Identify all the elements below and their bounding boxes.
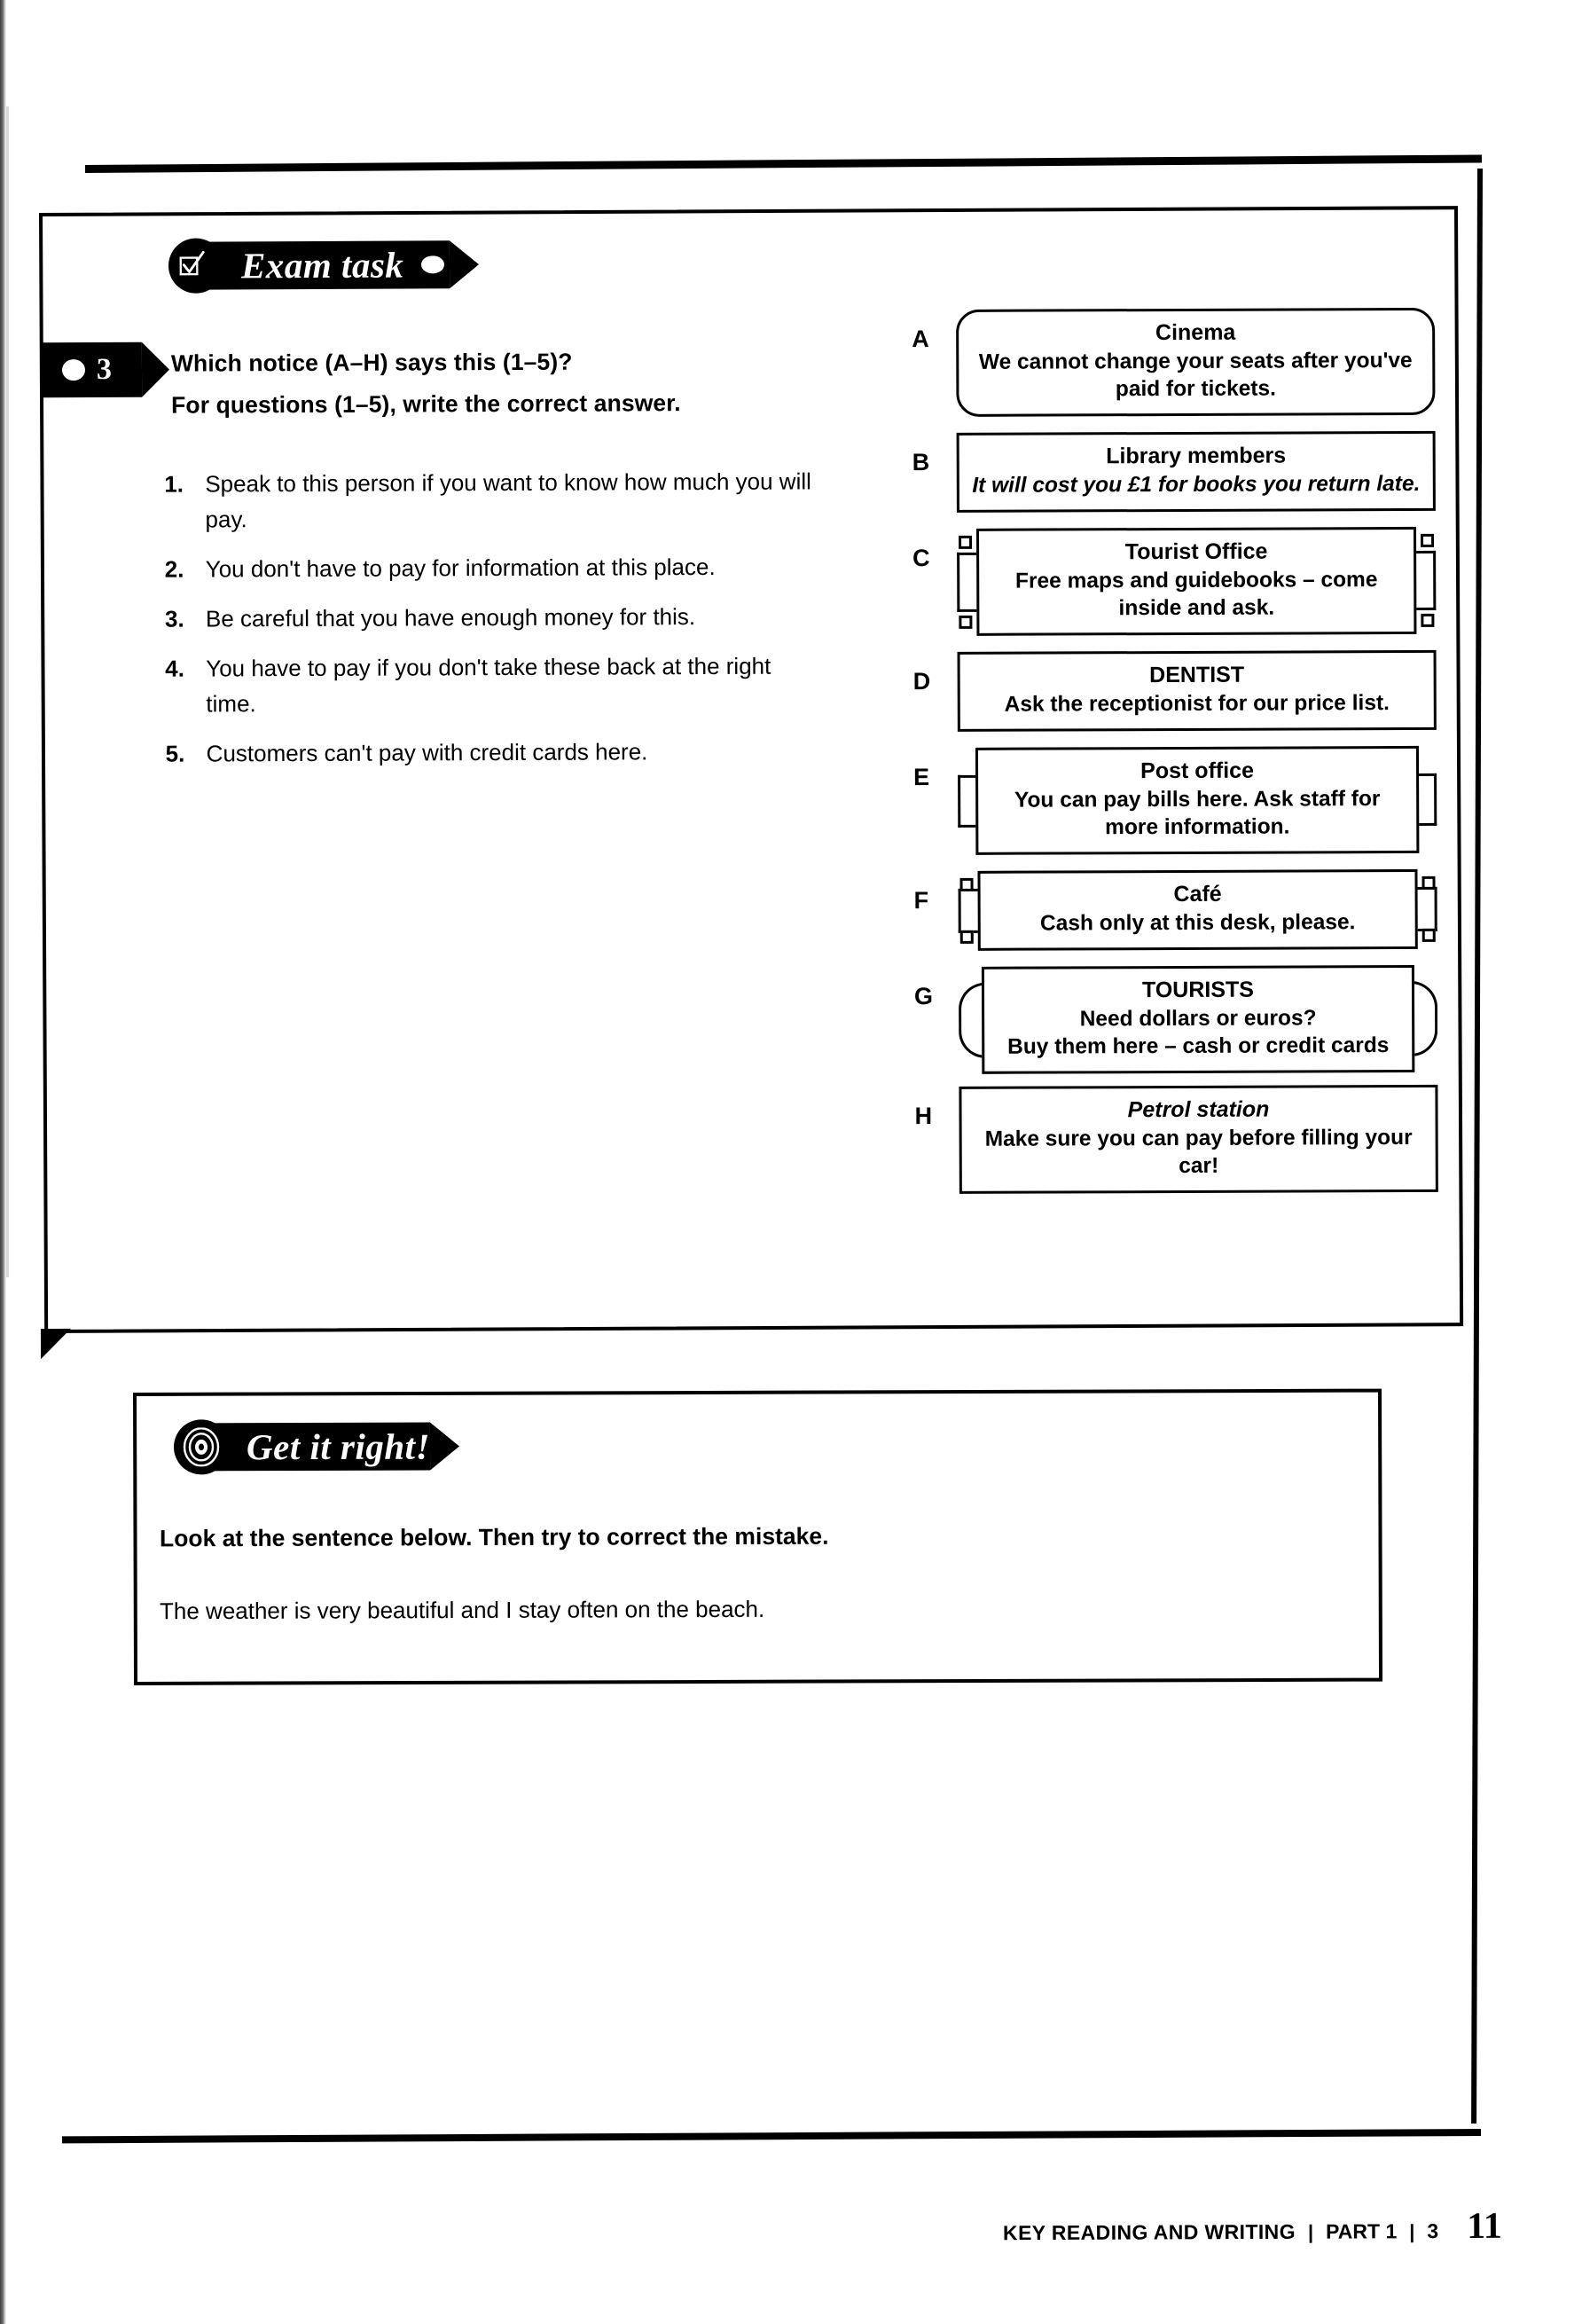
notice-title: Café [1173, 881, 1222, 907]
exam-task-instructions [171, 340, 845, 426]
exam-task-banner-title: Exam task [240, 244, 404, 287]
notice-letter-a: A [912, 326, 929, 353]
notice-item [903, 308, 1435, 417]
notice-screw-icon-tr [1421, 534, 1434, 547]
notice-title: Tourist Office [1124, 538, 1268, 565]
unit-number-flag [43, 342, 142, 398]
checkbox-tick-icon [168, 238, 223, 293]
notice-item [905, 1085, 1437, 1194]
get-it-right-banner [174, 1419, 430, 1475]
notice-item [904, 431, 1436, 513]
notice-item [905, 746, 1437, 855]
footer-separator-2: | [1409, 2220, 1415, 2243]
notice-title: Petrol station [1127, 1096, 1270, 1123]
instruction-line-2: For questions (1–5), write the correct answer. [171, 389, 681, 419]
spiral-target-icon [174, 1419, 229, 1474]
notice-title: TOURISTS [1141, 977, 1255, 1003]
notice-item [905, 869, 1437, 951]
question-item [166, 733, 840, 771]
notice-letter-h: H [914, 1103, 933, 1130]
notice-body: You can pay bills here. Ask staff for more information. [1014, 787, 1381, 840]
notice-title: Post office [1140, 758, 1254, 784]
notice-box-f [958, 869, 1437, 951]
question-number: 5. [165, 740, 185, 767]
spiral-target-icon-glyph [182, 1427, 221, 1466]
get-it-right-sentence: The weather is very beautiful and I stay often on the beach. [159, 1595, 765, 1625]
notice-body: Ask the receptionist for our price list. [1004, 691, 1390, 717]
notice-item [905, 965, 1437, 1074]
question-number: 3. [164, 605, 184, 632]
notice-screw-icon-br [1422, 929, 1436, 942]
get-it-right-instruction: Look at the sentence below. Then try to correct the mistake. [159, 1522, 829, 1552]
question-number: 4. [165, 655, 184, 682]
exam-task-corner-fold [41, 1329, 71, 1359]
notice-item [904, 527, 1436, 636]
notice-inner [982, 965, 1414, 1074]
question-item [165, 648, 839, 721]
unit-flag-dot-icon [62, 359, 85, 381]
exam-task-banner [168, 237, 450, 294]
notice-screw-icon-tl [960, 878, 974, 891]
notice-box-h [959, 1085, 1437, 1194]
notice-box-a [956, 308, 1435, 417]
footer-separator-1: | [1308, 2220, 1314, 2243]
notice-screw-icon-br [1421, 614, 1434, 627]
notice-title: DENTIST [1149, 662, 1245, 688]
question-item [165, 598, 839, 636]
notice-box-g [959, 965, 1437, 1074]
scan-edge-left [0, 0, 6, 2324]
get-it-right-banner-plate [209, 1423, 430, 1472]
notice-plaque-right [1411, 981, 1437, 1056]
notice-screw-icon-bl [960, 930, 974, 944]
notice-title: Cinema [1155, 319, 1236, 346]
unit-number-label: 3 [96, 352, 113, 386]
question-item [165, 548, 839, 586]
page-frame-top-rule [85, 154, 1482, 173]
scan-edge-shadow [6, 106, 9, 1277]
exam-task-notice-list [903, 308, 1438, 1210]
footer-part-label: PART 1 [1326, 2219, 1398, 2243]
notice-body: Free maps and guidebooks – come inside and ask. [1014, 568, 1378, 621]
notice-inner [977, 869, 1417, 951]
notice-letter-d: D [912, 668, 931, 695]
notice-box-c [957, 527, 1436, 636]
question-item [164, 463, 838, 537]
page-footer [1003, 2205, 1502, 2249]
question-text: You don't have to pay for information at this place. [205, 553, 716, 583]
notice-inner [975, 746, 1419, 855]
footer-page-number: 11 [1467, 2205, 1503, 2247]
notice-box-b [957, 431, 1436, 513]
question-text: Customers can't pay with credit cards here. [206, 738, 648, 767]
page-frame-right-rule [1471, 169, 1483, 2124]
notice-screw-icon-tr [1422, 876, 1436, 890]
notice-letter-e: E [913, 764, 930, 791]
question-number: 2. [164, 555, 184, 583]
exam-task-question-list [164, 463, 840, 785]
notice-box-d [958, 650, 1437, 732]
get-it-right-banner-title: Get it right! [246, 1425, 431, 1468]
notice-letter-b: B [912, 449, 930, 476]
notice-screw-icon-bl [959, 616, 972, 629]
notice-inner [976, 527, 1416, 636]
notice-item [905, 650, 1437, 732]
notice-body: Need dollars or euros? Buy them here – cash or credit cards [1007, 1006, 1390, 1059]
notice-letter-g: G [913, 983, 934, 1010]
question-number: 1. [164, 470, 184, 498]
notice-body: Cash only at this desk, please. [1039, 910, 1356, 936]
instruction-line-1: Which notice (A–H) says this (1–5)? [170, 348, 573, 377]
notice-body: We cannot change your seats after you've paid for tickets. [978, 348, 1413, 402]
question-text: You have to pay if you don't take these back at the right time. [206, 652, 771, 718]
question-text: Be careful that you have enough money for this. [205, 603, 696, 632]
exam-task-banner-plate [204, 240, 450, 289]
notice-letter-f: F [913, 887, 929, 915]
question-text: Speak to this person if you want to know how much you will pay. [205, 467, 811, 533]
page-frame-bottom-rule [62, 2129, 1481, 2143]
footer-unit-label: 3 [1427, 2219, 1439, 2243]
notice-title: Library members [1106, 443, 1287, 469]
notice-body: Make sure you can pay before filling your car! [984, 1125, 1413, 1178]
checkbox-tick-icon-glyph [179, 251, 206, 278]
notice-screw-icon-tl [959, 536, 972, 549]
notice-box-e [958, 746, 1437, 855]
footer-book-label: KEY READING AND WRITING [1003, 2219, 1296, 2245]
notice-letter-c: C [912, 545, 930, 572]
banner-dot-icon [421, 255, 444, 273]
notice-body: It will cost you £1 for books you return late. [972, 471, 1421, 498]
